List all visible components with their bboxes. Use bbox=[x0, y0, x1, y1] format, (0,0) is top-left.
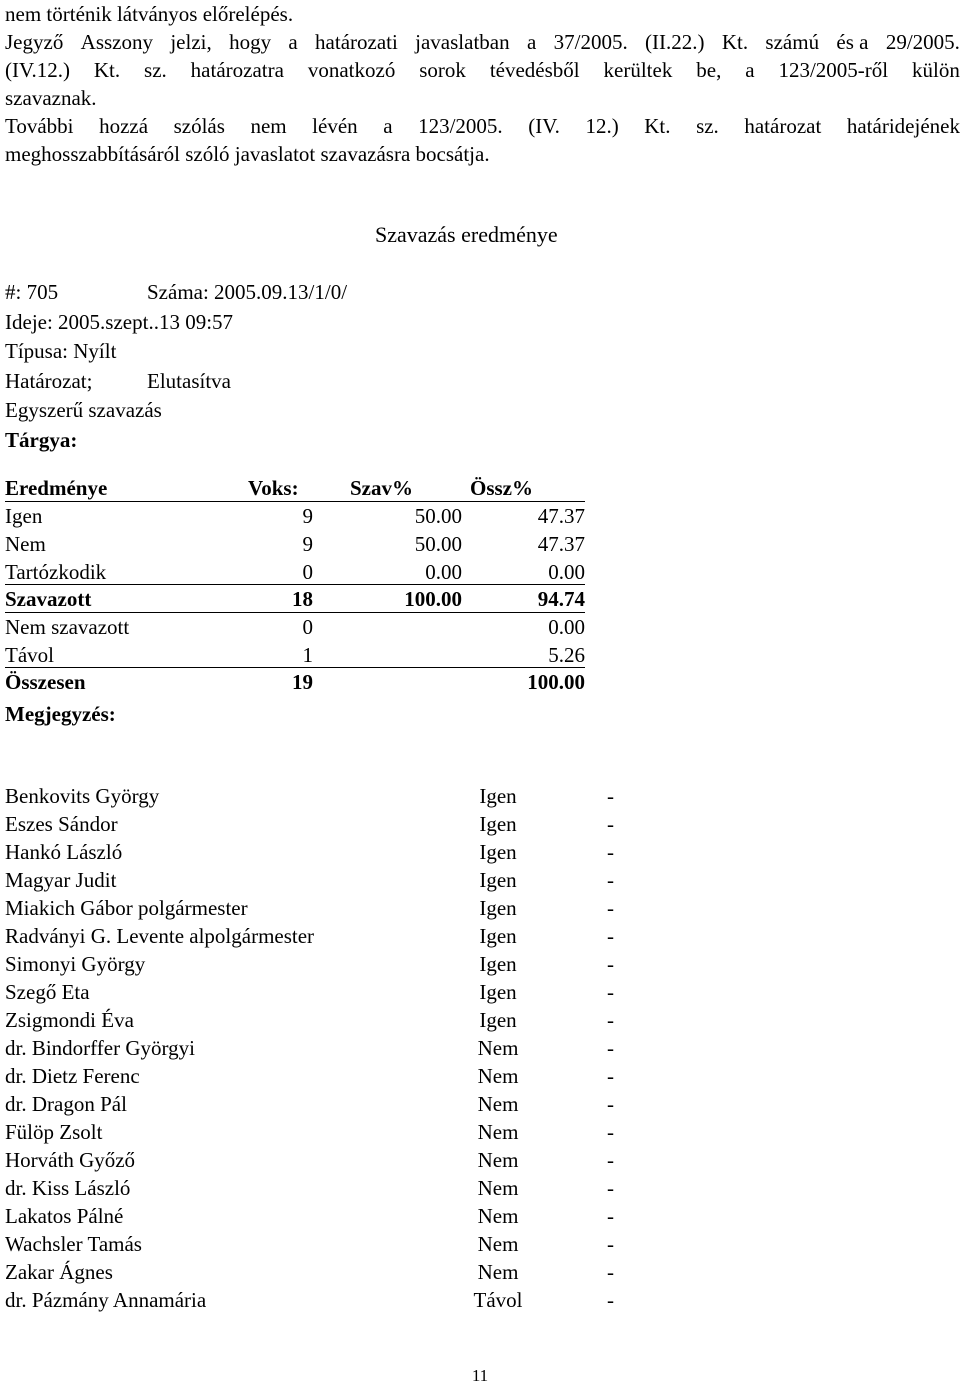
voter-mark: - bbox=[607, 1092, 614, 1116]
word: (IV.12.) bbox=[5, 58, 70, 82]
voter-vote: Nem bbox=[477, 1064, 519, 1088]
word: sz. bbox=[696, 114, 719, 138]
word: lévén bbox=[312, 114, 358, 138]
word: számú bbox=[765, 30, 820, 54]
result-label: Szavazott bbox=[5, 587, 92, 611]
result-szav: 50.00 bbox=[414, 503, 462, 528]
voter-name: dr. Bindorffer Györgyi bbox=[5, 1036, 195, 1060]
voter-vote: Nem bbox=[477, 1176, 519, 1200]
vote-szama: Száma: 2005.09.13/1/0/ bbox=[147, 280, 348, 304]
word: sorok bbox=[419, 58, 466, 82]
voter-vote: Igen bbox=[479, 784, 517, 808]
voter-mark: - bbox=[607, 868, 614, 892]
result-voks: 0 bbox=[302, 559, 313, 584]
voter-name: dr. Dietz Ferenc bbox=[5, 1064, 140, 1088]
voter-vote: Igen bbox=[479, 980, 517, 1004]
result-voks: 19 bbox=[292, 670, 313, 694]
voter-row bbox=[5, 1146, 625, 1174]
word: határozati bbox=[315, 30, 398, 54]
voter-vote: Nem bbox=[477, 1092, 519, 1116]
vote-metadata bbox=[5, 278, 347, 455]
word: 123/2005-ről bbox=[778, 58, 889, 82]
intro-line-6: meghosszabbításáról szóló javaslatot szavazásra bocsátja. bbox=[5, 142, 490, 166]
voter-mark: - bbox=[607, 1176, 614, 1200]
voter-mark: - bbox=[607, 1008, 614, 1032]
word: hogy bbox=[229, 30, 272, 54]
voter-vote: Nem bbox=[477, 1120, 519, 1144]
result-szav: 0.00 bbox=[425, 559, 462, 584]
word: (IV. bbox=[528, 114, 560, 138]
result-ossz: 0.00 bbox=[548, 614, 585, 639]
results-table bbox=[5, 474, 585, 696]
results-rows bbox=[5, 502, 585, 697]
word: a bbox=[383, 114, 393, 138]
word: sz. bbox=[144, 58, 167, 82]
voter-row bbox=[5, 1258, 625, 1286]
voter-name: Horváth Győző bbox=[5, 1148, 136, 1172]
voter-mark: - bbox=[607, 1260, 614, 1284]
result-label: Összesen bbox=[5, 670, 86, 694]
word: 123/2005. bbox=[418, 114, 503, 138]
voter-row bbox=[5, 1174, 625, 1202]
voter-name: Benkovits György bbox=[5, 784, 160, 808]
word: a bbox=[745, 58, 755, 82]
voter-row bbox=[5, 1062, 625, 1090]
header-voks: Voks: bbox=[248, 476, 299, 500]
voter-vote: Igen bbox=[479, 868, 517, 892]
result-ossz: 5.26 bbox=[548, 642, 585, 667]
voter-vote: Igen bbox=[479, 812, 517, 836]
word: szólás bbox=[173, 114, 225, 138]
result-ossz: 100.00 bbox=[527, 670, 585, 694]
word: hozzá bbox=[99, 114, 149, 138]
result-ossz: 47.37 bbox=[537, 531, 585, 556]
voter-mark: - bbox=[607, 980, 614, 1004]
voter-row bbox=[5, 950, 625, 978]
result-voks: 9 bbox=[302, 503, 313, 528]
result-row bbox=[5, 585, 585, 613]
vote-ideje: Ideje: 2005.szept..13 09:57 bbox=[5, 309, 234, 334]
voter-vote: Távol bbox=[473, 1288, 523, 1312]
intro-line-1: nem történik látványos előrelépés. bbox=[5, 2, 294, 26]
vote-number-row bbox=[5, 278, 347, 308]
voter-mark: - bbox=[607, 784, 614, 808]
voter-mark: - bbox=[607, 812, 614, 836]
voter-vote: Nem bbox=[477, 1036, 519, 1060]
vote-hatarozat-row bbox=[5, 367, 347, 397]
voter-row bbox=[5, 810, 625, 838]
voter-row bbox=[5, 782, 625, 810]
word: További bbox=[5, 114, 74, 138]
result-ossz: 0.00 bbox=[548, 559, 585, 584]
voter-row bbox=[5, 1286, 625, 1314]
word: Jegyző bbox=[5, 30, 64, 54]
voter-mark: - bbox=[607, 1288, 614, 1312]
voter-name: Eszes Sándor bbox=[5, 812, 118, 836]
voter-row bbox=[5, 922, 625, 950]
word: határidejének bbox=[846, 114, 960, 138]
page-number: 11 bbox=[471, 1366, 489, 1385]
voter-mark: - bbox=[607, 1204, 614, 1228]
voter-vote: Igen bbox=[479, 896, 517, 920]
voter-mark: - bbox=[607, 1148, 614, 1172]
result-szav: 50.00 bbox=[414, 531, 462, 556]
word: Kt. bbox=[93, 58, 121, 82]
header-eredmenye: Eredménye bbox=[5, 476, 108, 500]
voter-name: Szegő Eta bbox=[5, 980, 90, 1004]
word: 12.) bbox=[585, 114, 619, 138]
voter-row bbox=[5, 1202, 625, 1230]
voter-vote: Igen bbox=[479, 952, 517, 976]
vote-result-title: Szavazás eredménye bbox=[375, 222, 558, 247]
voter-row bbox=[5, 866, 625, 894]
voter-row bbox=[5, 978, 625, 1006]
voter-mark: - bbox=[607, 924, 614, 948]
voter-row bbox=[5, 1090, 625, 1118]
voter-mark: - bbox=[607, 1036, 614, 1060]
voter-name: Lakatos Pálné bbox=[5, 1204, 124, 1228]
result-row bbox=[5, 641, 585, 669]
voter-name: Fülöp Zsolt bbox=[5, 1120, 103, 1144]
word: a bbox=[526, 30, 537, 54]
word: be, bbox=[696, 58, 722, 82]
voter-name: Miakich Gábor polgármester bbox=[5, 896, 248, 920]
result-ossz: 94.74 bbox=[537, 587, 585, 611]
vote-targya: Tárgya: bbox=[5, 427, 78, 452]
word: külön bbox=[912, 58, 960, 82]
result-row bbox=[5, 613, 585, 641]
voter-row bbox=[5, 1230, 625, 1258]
voter-vote: Nem bbox=[477, 1204, 519, 1228]
result-label: Igen bbox=[5, 503, 43, 528]
word: kerültek bbox=[603, 58, 673, 82]
word: a bbox=[288, 30, 298, 54]
word: határozat bbox=[744, 114, 822, 138]
voter-vote: Igen bbox=[479, 1008, 517, 1032]
voter-name: Zsigmondi Éva bbox=[5, 1008, 134, 1032]
result-voks: 1 bbox=[302, 642, 313, 667]
results-header bbox=[5, 474, 585, 502]
word: (II.22.) bbox=[645, 30, 705, 54]
voter-row bbox=[5, 1118, 625, 1146]
word: határozatra bbox=[190, 58, 284, 82]
voter-name: Hankó László bbox=[5, 840, 123, 864]
word: nem bbox=[250, 114, 287, 138]
voter-mark: - bbox=[607, 896, 614, 920]
result-label: Nem szavazott bbox=[5, 614, 130, 639]
voter-vote: Nem bbox=[477, 1260, 519, 1284]
voter-vote: Igen bbox=[479, 840, 517, 864]
vote-hatarozat: Határozat; bbox=[5, 368, 93, 393]
header-szav: Szav% bbox=[350, 476, 413, 500]
intro-line-4: szavaznak. bbox=[5, 86, 97, 110]
voter-name: Radványi G. Levente alpolgármester bbox=[5, 924, 315, 948]
word: Asszony bbox=[80, 30, 153, 54]
vote-hatarozat-result: Elutasítva bbox=[147, 368, 231, 393]
result-label: Tartózkodik bbox=[5, 559, 107, 584]
voter-vote: Nem bbox=[477, 1148, 519, 1172]
word: 29/2005. bbox=[885, 30, 960, 54]
intro-line-5 bbox=[5, 112, 960, 140]
voter-mark: - bbox=[607, 1064, 614, 1088]
voter-row bbox=[5, 894, 625, 922]
voter-vote: Igen bbox=[479, 924, 517, 948]
result-voks: 0 bbox=[302, 614, 313, 639]
word: 37/2005. bbox=[553, 30, 628, 54]
intro-line-2 bbox=[5, 28, 960, 56]
result-label: Távol bbox=[5, 642, 54, 667]
voter-name: Wachsler Tamás bbox=[5, 1232, 142, 1256]
voter-mark: - bbox=[607, 1120, 614, 1144]
voter-mark: - bbox=[607, 952, 614, 976]
intro-text bbox=[5, 0, 960, 168]
vote-kind: Egyszerű szavazás bbox=[5, 398, 162, 422]
result-voks: 18 bbox=[292, 587, 313, 611]
result-szav: 100.00 bbox=[404, 587, 462, 611]
word: jelzi, bbox=[170, 30, 212, 54]
voter-mark: - bbox=[607, 840, 614, 864]
megjegyzes-label: Megjegyzés: bbox=[5, 702, 116, 726]
voter-mark: - bbox=[607, 1232, 614, 1256]
vote-tipusa: Típusa: Nyílt bbox=[5, 339, 117, 363]
word: tévedésből bbox=[489, 58, 580, 82]
header-ossz: Össz% bbox=[470, 476, 533, 500]
word: és a bbox=[836, 30, 869, 54]
voter-vote: Nem bbox=[477, 1232, 519, 1256]
vote-number: #: 705 bbox=[5, 280, 59, 304]
voter-name: dr. Dragon Pál bbox=[5, 1092, 127, 1116]
voter-name: dr. Pázmány Annamária bbox=[5, 1288, 207, 1312]
word: Kt. bbox=[721, 30, 749, 54]
result-row bbox=[5, 558, 585, 586]
word: vonatkozó bbox=[307, 58, 396, 82]
result-label: Nem bbox=[5, 531, 46, 556]
word: javaslatban bbox=[415, 30, 510, 54]
result-voks: 9 bbox=[302, 531, 313, 556]
voter-list bbox=[5, 782, 625, 1314]
voter-name: Zakar Ágnes bbox=[5, 1260, 113, 1284]
voter-row bbox=[5, 1034, 625, 1062]
voter-name: Magyar Judit bbox=[5, 868, 117, 892]
voter-row bbox=[5, 838, 625, 866]
voter-name: Simonyi György bbox=[5, 952, 146, 976]
intro-line-3 bbox=[5, 56, 960, 84]
result-row bbox=[5, 668, 585, 696]
result-row bbox=[5, 530, 585, 558]
voter-name: dr. Kiss László bbox=[5, 1176, 131, 1200]
result-row bbox=[5, 502, 585, 530]
word: Kt. bbox=[644, 114, 671, 138]
voter-row bbox=[5, 1006, 625, 1034]
result-ossz: 47.37 bbox=[537, 503, 585, 528]
